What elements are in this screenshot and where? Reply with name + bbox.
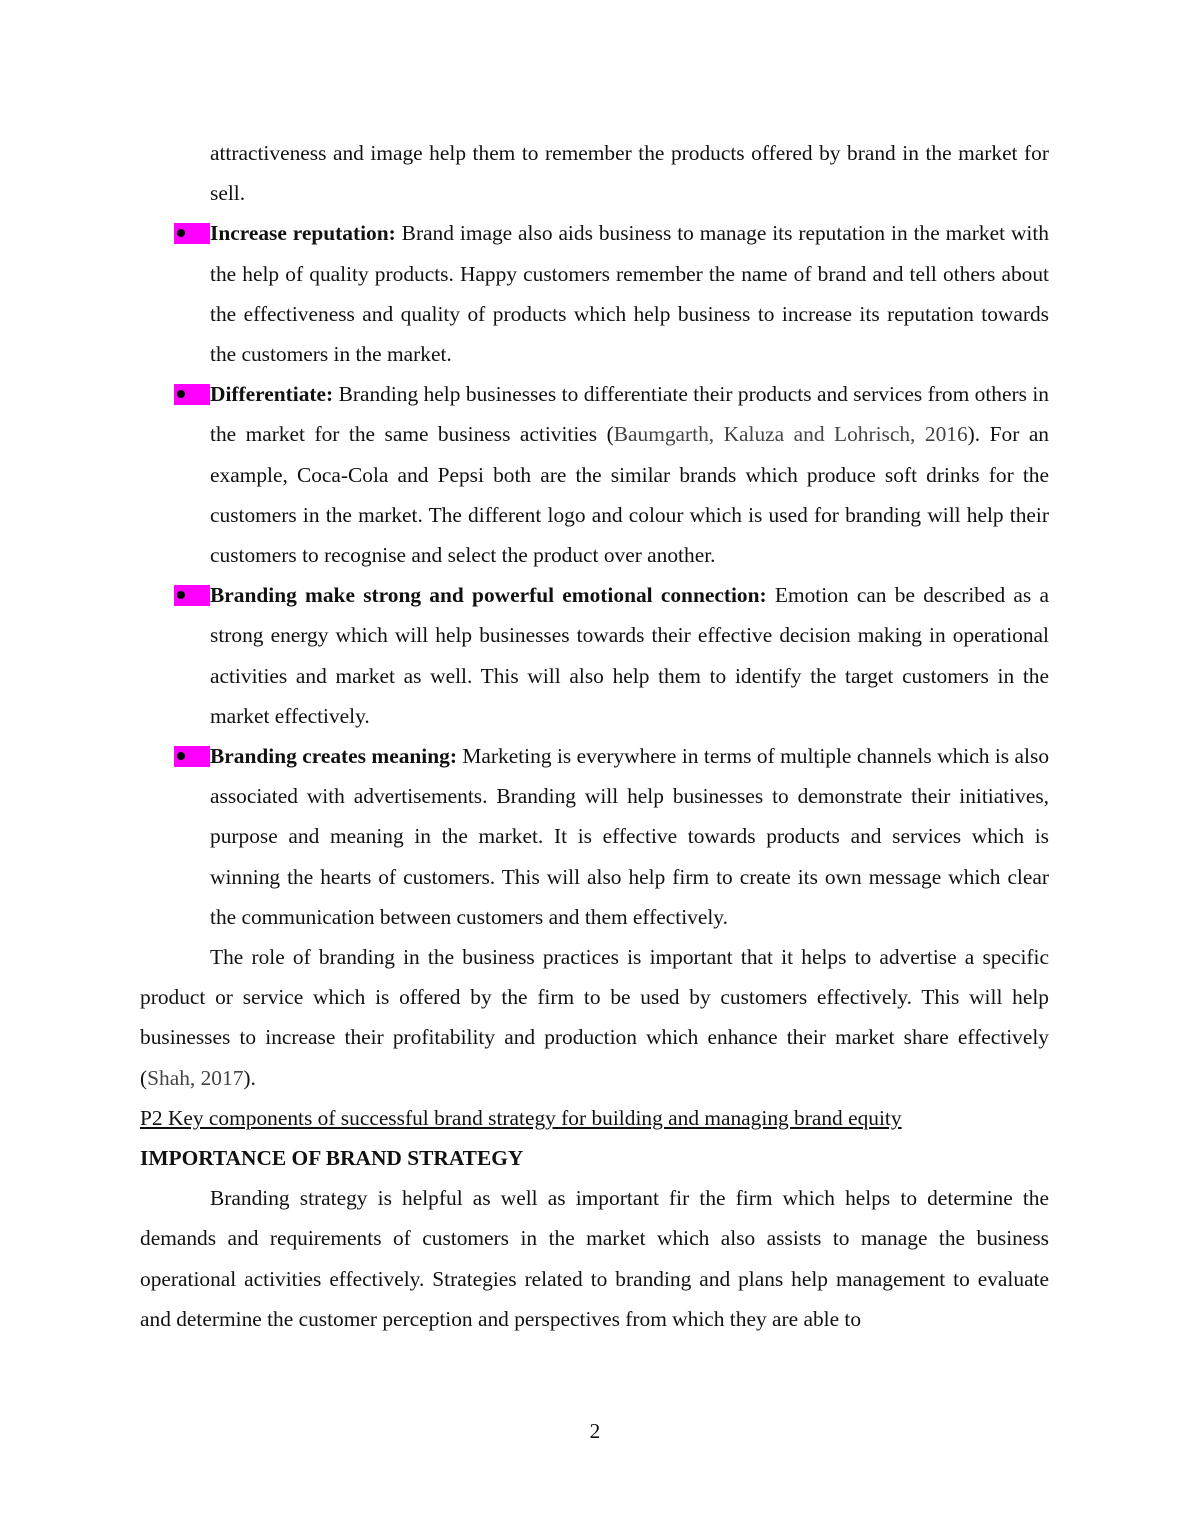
- paragraph-text: ).: [243, 1065, 256, 1090]
- section-heading: IMPORTANCE OF BRAND STRATEGY: [140, 1146, 524, 1171]
- bullet-text: Emotion can be described as a strong energy which will help businesses towards their effective decision making in operational activities and market as well. This will also help them to identify the target customers in the market effectively.: [210, 583, 1049, 728]
- bullet-text: Branding help businesses to differentiate their products and services from others in the market for the same business activities (: [210, 382, 1049, 447]
- bullet-icon: [174, 223, 210, 244]
- bullet-term: Branding creates meaning:: [210, 744, 457, 769]
- citation: Baumgarth, Kaluza and Lohrisch, 2016: [613, 422, 968, 447]
- continuation-paragraph: attractiveness and image help them to remember the products offered by brand in the market for sell.: [210, 141, 1049, 206]
- role-of-branding-paragraph: [140, 937, 1049, 1098]
- bullet-text: Brand image also aids business to manage its reputation in the market with the help of quality products. Happy customers remember the name of brand and tell others about the effectiveness and quality of products which help business to increase its reputation towards the customers in the market.: [210, 221, 1049, 367]
- bullet-emotional-connection: [140, 575, 1049, 736]
- page-number: 2: [589, 1419, 601, 1443]
- bullet-term: Increase reputation:: [210, 221, 396, 246]
- bullet-differentiate: [140, 374, 1049, 575]
- bullet-icon: [174, 746, 210, 767]
- citation: Shah, 2017: [147, 1065, 244, 1090]
- bullet-icon: [174, 585, 210, 606]
- bullet-text: ). For an example, Coca-Cola and Pepsi both are the similar brands which produce soft drinks for the customers in the market. The different logo and colour which is used for branding will help their customers to recognise and select the product over another.: [210, 422, 1050, 568]
- bullet-term: Branding make strong and powerful emotional connection:: [210, 583, 767, 608]
- p2-heading: P2 Key components of successful brand strategy for building and managing brand equity: [140, 1105, 902, 1130]
- bullet-increase-reputation: [140, 213, 1049, 374]
- strategy-paragraph: Branding strategy is helpful as well as important fir the firm which helps to determine the demands and requirements of customers in the market which also assists to manage the business operational activities effectively. Strategies related to branding and plans help management to evaluate and determine the customer perception and perspectives from which they are able to: [140, 1186, 1049, 1331]
- bullet-creates-meaning: [140, 736, 1049, 937]
- page-body: [140, 133, 1049, 1339]
- bullet-icon: [174, 384, 210, 405]
- bullet-text: Marketing is everywhere in terms of multiple channels which is also associated with advertisements. Branding will help businesses to demonstrate their initiatives, purpose and meaning in the market. It is effective towards products and services which is winning the hearts of customers. This will also help firm to create its own message which clear the communication between customers and them effectively.: [210, 744, 1050, 929]
- bullet-term: Differentiate:: [210, 382, 334, 407]
- paragraph-text: The role of branding in the business practices is important that it helps to advertise a specific product or service which is offered by the firm to be used by customers effectively. This will help businesses to increase their profitability and production which enhance their market share effectively (: [140, 945, 1049, 1090]
